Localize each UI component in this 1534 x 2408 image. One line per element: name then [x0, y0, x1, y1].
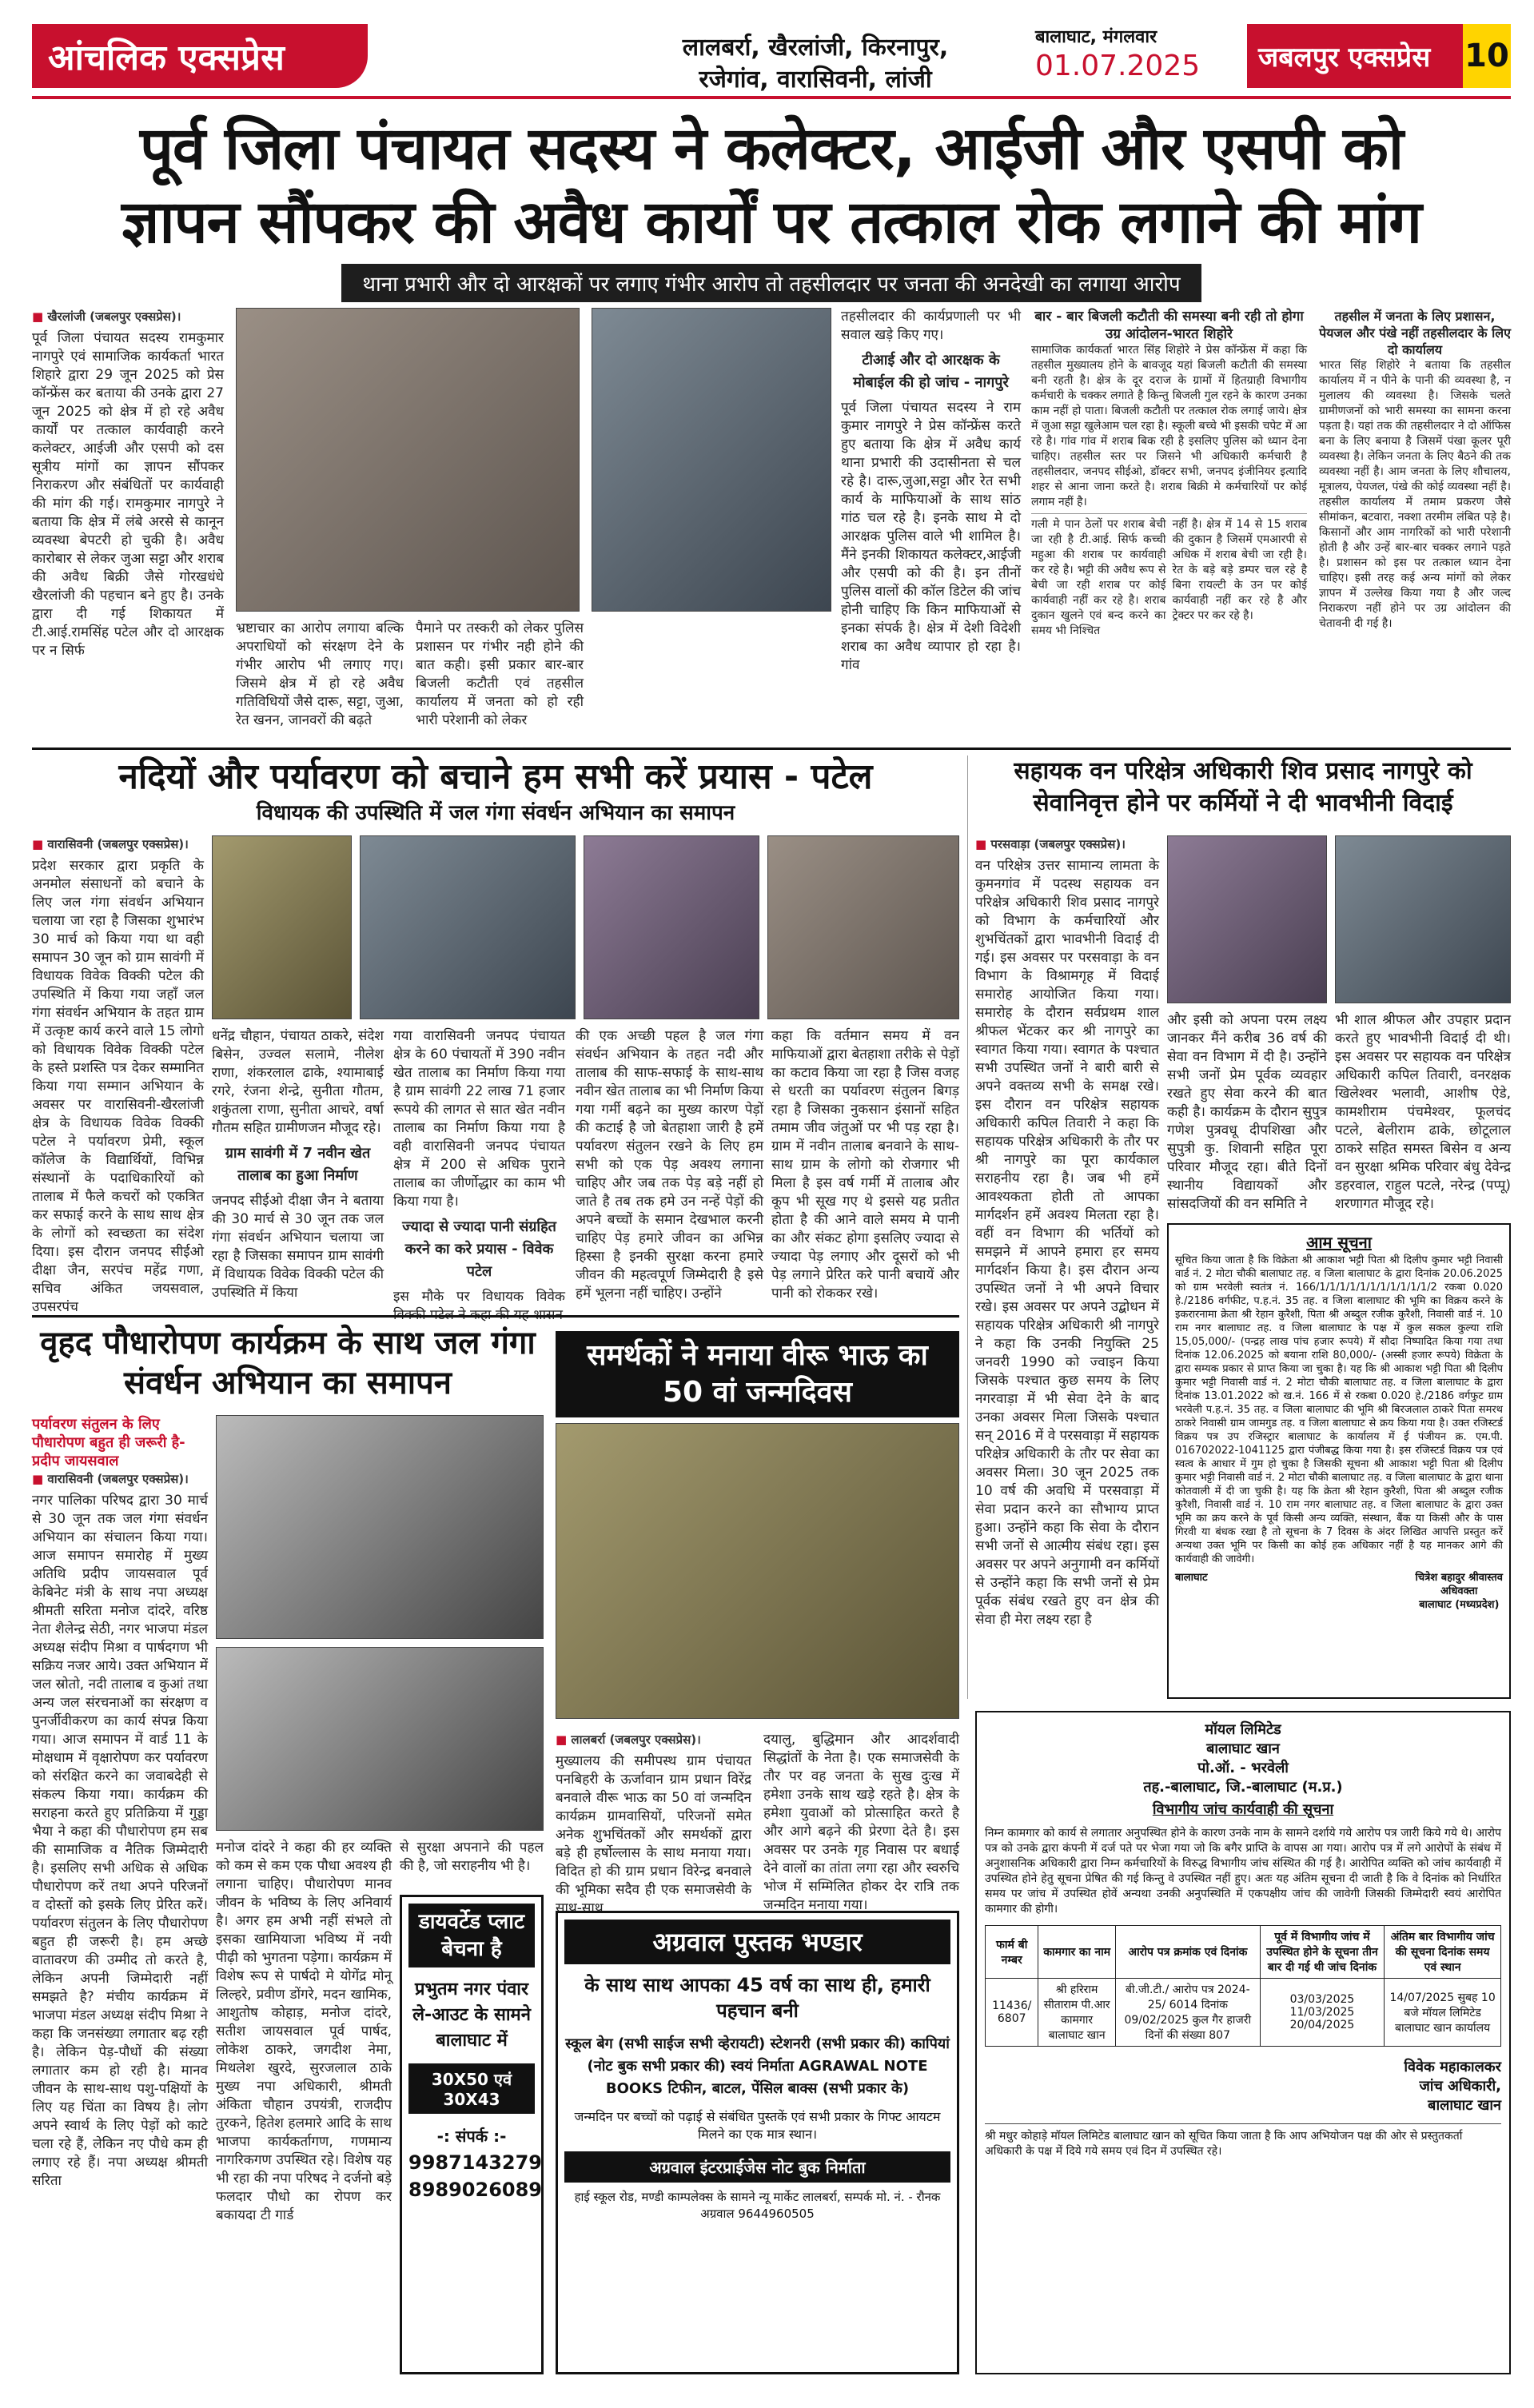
story2-column-1	[32, 835, 204, 1315]
issue-date: 01.07.2025	[1035, 50, 1201, 82]
lead-column-5b-text: गली मे पान ठेलों पर शराब बेची जा रही है टी.आई. सिर्फ कच्ची महुआ की शराब पर कार्यवाही कर रहे है। भट्टी की अवैध रूप से बेची जा रही शराब पर कोई कार्यवाही नहीं कर रहे है। शराब दुकान खुलने एवं बन्द करने का समय भी निश्चित	[1031, 518, 1166, 637]
bookstore-ad-note: जन्मदिन पर बच्चों को पढ़ाई से संबंधित पुस्तकें एवं सभी प्रकार के गिफ्ट आयटम मिलने का एक मात्र स्थान।	[574, 2109, 941, 2142]
story2-column-2b-text: जनपद सीईओ दीक्षा जैन ने बताया की 30 मार्च से 30 जून तक जल गंगा संवर्धन अभियान चलाया जा रहा है जिसका समापन ग्राम सावंगी में विधायक विवेक विक्की पटेल की उपस्थिति में किया	[212, 1193, 384, 1301]
public-notice-body: सूचित किया जाता है कि विक्रेता श्री आकाश भट्टी पिता श्री दिलीप कुमार भट्टी निवासी वार्ड नं. 2 मोटा चौकी बालाघाट तह. व जिला बालाघाट के द्वारा दिनांक 20.06.2025 को ग्राम भरवेली स्वतंत्र नं. 166/1/1/1/1/1/1/1/1/1/1/1/2 रकबा 0.020 हे./2186 वर्गफीट, प.ह.नं. 35 तह. व जिला बालाघाट की भूमि का विक्रय करने के इकरारनामा क्रेता श्री रेहान कुरैशी, पिता श्री अब्दुल रजीक कुरैशी, निवासी वार्ड नं. 10 राम नगर बालाघाट तह. व जिला बालाघाट के पक्ष में कुल सकल कुल्या राशि 15,05,000/- (पन्द्रह लाख पांच हजार रूपये) में सौदा निष्पादित किया गया तथा दिनांक 12.06.2025 को बयाना राशि 80,000/- (अस्सी हजार रूपये) विक्रेता के द्वारा सम्यक प्रकार से प्राप्त किया जा चुका है। यह कि श्री आकाश भट्टी पिता श्री दिलीप कुमार भट्टी निवासी वार्ड नं. 2 मोटा चौकी बालाघाट तह. व जिला बालाघाट के द्वारा दिनांक 13.01.2022 को ख.नं. 166 में से रकबा 0.020 हे./2186 वर्गफुट ग्राम भरवेली प.ह.नं. 35 तह. व जिला बालाघाट की भूमि श्री बिरजलाल ठाकरे पिता समरथ ठाकरे निवासी ग्राम जामगुड तह. व जिला बालाघाट से क्रय किया गया है। उक्त रजिस्टर्ड विक्रय पत्र उप रजिस्ट्रार बालाघाट के कार्यालय में ई पंजीयन क्र. एम.पी. 016702022-1041125 द्वारा पंजीबद्ध किया गया है। इस रजिस्टर्ड विक्रय पत्र एवं स्वत्व के आधार में गुम हो चुका है जिसकी सूचना श्री आकाश भट्टी पिता श्री दिलीप कुमार भट्टी निवासी वार्ड नं. 2 मोटा चौकी बालाघाट तह. व जिला बालाघाट के द्वारा थाना कोतवाली में दी जा चुकी है। यह कि क्रेता श्री रेहान कुरैशी, पिता श्री अब्दुल रजीक कुरैशी, निवासी वार्ड नं. 10 राम नगर बालाघाट तह. व जिला बालाघाट के द्वारा उक्त भूमि का क्रय करने के पूर्व किसी अन्य व्यक्ति, संस्थान, बैंक या किसी और के पास गिरवी या बंधक रखा है तो सूचना के 7 दिवस के अंदर लिखित आपत्ति प्रस्तुत करें अन्यथा उक्त भूमि पर किसी का कोई हक अधिकार नहीं है यह मानकर आगे की कार्यवाही की जावेगी।	[1175, 1254, 1503, 1565]
lead-column-4-text: पूर्व जिला पंचायत सदस्य ने राम कुमार नागपुरे ने प्रेस कॉन्फ्रेंस करते हुए बताया कि क्षेत्र में अवैध कार्य थाना प्रभारी की उदासीनता से चल रहे है। दारू,जुआ,सट्टा और रेत सभी कार्य के माफियाओं के साथ सांठ गांठ चल रहे है। इनके साथ मे दो आरक्षक पुलिस वाले भी शामिल है। मैंने इनकी शिकायत कलेक्टर,आईजी और एसपी को की है। इन तीनों पुलिस वालों की कॉल डिटेल की जांच होनी चाहिए कि किन माफियाओं से इनका संपर्क है। क्षेत्र में देशी विदेशी शराब का अवैध व्यापार हो रहा है। गांव	[841, 400, 1021, 673]
story4-column-3: से सुरक्षा अपनाने की पहल की है, जो सराहनीय भी है।	[400, 1840, 544, 1874]
story2-subhead: विधायक की उपस्थिति में जल गंगा संवर्धन अभियान का समापन	[256, 801, 735, 825]
page-number: 10	[1463, 24, 1511, 88]
lead-headline-line-1: पूर्व जिला पंचायत सदस्य ने कलेक्टर, आईजी और एसपी को	[140, 114, 1403, 183]
story3-photo-2	[1335, 835, 1511, 1003]
moil-notice-org-2: बालाघाट खान	[1206, 1740, 1280, 1757]
table-cell: 14/07/2025 सुबह 10 बजे मॉयल लिमिटेड बालाघाट खान कार्यालय	[1385, 1979, 1501, 2047]
story5-photo	[556, 1423, 959, 1719]
bookstore-ad-title: अग्रवाल पुस्तक भण्डार	[564, 1920, 950, 1964]
moil-notice-table-header	[986, 1926, 1501, 1979]
lead-photo-1	[236, 308, 580, 612]
places-list	[608, 32, 1023, 96]
plot-ad-title: डायवर्टेड प्लाट बेचना है	[408, 1904, 535, 1967]
lead-column-1-text: पूर्व जिला पंचायत सदस्य रामकुमार नागपुरे एवं सामाजिक कार्यकर्ता भारत शिहारे द्वारा 29 जून 2025 को प्रेस कॉन्फ्रेंस कर बताया की उनके द्वारा 27 जून 2025 को क्षेत्र में हो रहे अवैध कार्यों पर तत्काल कार्यवाही करने कलेक्टर, आईजी और एसपी को दस सूत्रीय मांगों का ज्ञापन सौंपकर निराकरण और संबंधितों पर कार्यवाही की मांग की गई। रामकुमार नागपुरे ने बताया कि क्षेत्र में लंबे अरसे से कानून व्यवस्था बेपटरी हो चुकी है। अवैध कारोबार से लेकर जुआ सट्टा और शराब की अवैध बिक्री जैसे गोरखधंधे खैरलांजी की पहचान बने हुए है। उनके द्वारा दी गई शिकायत में टी.आई.रामसिंह पटेल और दो आरक्षक पर न सिर्फ	[32, 330, 224, 659]
story4-photo-2	[216, 1647, 544, 1831]
story4-byline: ■ वारासिवनी (जबलपुर एक्सप्रेस)।	[32, 1470, 208, 1489]
moil-notice-signer: विवेक महाकालकर	[1404, 2059, 1501, 2075]
story2-photo-2	[360, 835, 576, 1019]
bookstore-ad	[556, 1911, 959, 2374]
section-banner	[32, 24, 368, 88]
lead-column-3: पैमाने पर तस्करी को लेकर पुलिस प्रशासन पर गंभीर नही होने की बात कही। इसी प्रकार बार-बार बिजली कटौती एवं तहसील कार्यालय में जनता को हो रही भारी परेशानी को लेकर	[416, 620, 584, 728]
story5-byline: ■ लालबर्रा (जबलपुर एक्सप्रेस)।	[556, 1731, 751, 1749]
public-notice	[1167, 1223, 1511, 1699]
story2-headline: नदियों और पर्यावरण को बचाने हम सभी करें प्रयास - पटेल	[118, 756, 873, 797]
table-cell: 11436/ 6807	[986, 1979, 1038, 2047]
story5-column-2: दयालु, बुद्धिमान और आदर्शवादी सिद्धांतों के नेता है। एक समाजसेवी के तौर पर वह जनता के सुख दुःख में हमेशा उनके साथ खड़े रहते है। क्षेत्र के हमेशा युवाओं को प्रोत्साहित करते है और आगे बढ़ने की प्रेरणा देते है। इस अवसर पर उनके गृह निवास पर बधाई देने वालों का तांता लगा रहा और स्वरुचि भोज में सम्मिलित होकर देर रात्रि तक जन्मदिन मनाया गया।	[763, 1732, 959, 1913]
lead-subhead-text: थाना प्रभारी और दो आरक्षकों पर लगाए गंभीर आरोप तो तहसीलदार पर जनता की अनदेखी का लगाया आरोप	[341, 264, 1201, 302]
lead-column-6-text: भारत सिंह शिहोरे ने बताया कि तहसील कार्यालय में न पीने के पानी की व्यवस्था है, न मुलालय की व्यवस्था है। जिसके चलते ग्रामीणजनों को भारी समस्या का सामना करना पड़ता है। यहां तक की तहसीलदार ने दो ऑफिस बना के लिए बनाया है जिसमें पंखा कूलर पूरी व्यवस्था है। लेकिन जनता के लिए बैठने की तक व्यवस्था नहीं है। आम जनता के लिए शौचालय, मूत्रालय, पेयजल, पंखे की कोई व्यवस्था नहीं है। तहसील कार्यालय में तमाम प्रकरण जैसे सीमांकन, बटवारा, नक्शा तरमीम लंबित पड़े है। किसानों और आम नागरिकों को भारी परेशानी होती है और उन्हें बार-बार चक्कर लगाने पड़ते है। प्रशासन को इस पर तत्काल ध्यान देना चाहिए। इसी तरह कई अन्य मांगों को लेकर ज्ञापन में उल्लेख किया गया है और जल्द निराकरण नहीं होने पर उग्र आंदोलन की चेतावनी दी गई है।	[1319, 359, 1511, 630]
lead-column-1	[32, 308, 224, 740]
story2-column-3-title: ज्यादा से ज्यादा पानी संग्रहित करने का करे प्रयास - विवेक पटेल	[402, 1218, 556, 1280]
lead-headline-line-2: ज्ञापन सौंपकर की अवैध कार्यों पर तत्काल रोक लगाने की मांग	[122, 188, 1421, 257]
dateline: बालाघाट, मंगलवार	[1035, 27, 1157, 47]
table-cell: 03/03/2025 11/03/2025 20/04/2025	[1260, 1979, 1384, 2047]
story4-column-1	[32, 1415, 208, 2374]
section-divider-2	[32, 1315, 959, 1318]
moil-notice	[975, 1711, 1511, 2374]
edition-banner	[1247, 24, 1487, 88]
lead-column-6-title: तहसील में जनता के लिए प्रशासन, पेयजल और पंखे नहीं तहसीलदार के लिए दो कार्यालय	[1319, 309, 1511, 357]
plot-ad-phone-2: 8989026089	[408, 2179, 542, 2201]
bookstore-ad-products: स्कूल बेग (सभी साईज सभी व्हेरायटी) स्टेशनरी (सभी प्रकार की) कापियां (नोट बुक सभी प्रकार की) स्वयं निर्माता AGRAWAL NOTE BOOKS टिफीन, बाटल, पेंसिल बाक्स (सभी प्रकार के)	[565, 2035, 950, 2097]
table-row	[986, 1979, 1501, 2047]
story3-headline: सहायक वन परिक्षेत्र अधिकारी शिव प्रसाद नागपुरे को सेवानिवृत्त होने पर कर्मियों ने दी भावभीनी विदाई	[1014, 757, 1472, 817]
story5-headline: समर्थकों ने मनाया वीरू भाऊ का 50 वां जन्मदिवस	[556, 1331, 959, 1417]
lead-column-6	[1319, 308, 1511, 740]
places-line-1: लालबर्रा, खैरलांजी, किरनापुर,	[682, 34, 949, 62]
public-notice-title: आम सूचना	[1306, 1233, 1372, 1252]
story4-column-1-text: नगर पालिका परिषद द्वारा 30 मार्च से 30 जून तक जल गंगा संवर्धन अभियान का संचालन किया गया। आज समापन समारोह में मुख्य अतिथि प्रदीप जायसवाल पूर्व केबिनेट मंत्री के साथ नपा अध्यक्ष श्रीमती सरिता मनोज दांदरे, वरिष्ठ नेता शैलेन्द्र सेठी, नगर भाजपा मंडल अध्यक्ष संदीप मिश्रा व पार्षदगण भी सक्रिय नजर आये। उक्त अभियान में जल स्रोतो, नदी तालाब व कुआं तथा अन्य जल संरचनाओं का संरक्षण व पुनर्जीवीकरण का कार्य संपन्न किया गया। आज समापन में वार्ड 11 के मोक्षधाम में वृक्षारोपण कर पर्यावरण को संरक्षित करने का जवाबदेही से संकल्प किया गया। कार्यक्रम की सराहना करते हुए प्रतिक्रिया में गुड्डा भैया ने कहा की पौधारोपण हम सब की सामाजिक व नैतिक जिम्मेदारी है। इसलिए सभी अधिक से अधिक पौधारोपण करें तथा अपने परिजनों व दोस्तों को इसके लिए प्रेरित करें। पर्यावरण संतुलन के लिए पौधारोपण बहुत ही जरूरी है। हम अच्छे वातावरण की उम्मीद तो करते है, लेकिन अपनी जिम्मेदारी नहीं समझते है? मंचीय कार्यक्रम में भाजपा मंडल अध्यक्ष संदीप मिश्रा ने कहा कि जनसंख्या लगातार बढ़ रही है। लेकिन पेड़-पौधों की संख्या लगातार कम हो रही है। मानव जीवन के साथ-साथ पशु-पक्षियों के लिए यह चिंता का विषय है। लोग अपने स्वार्थ के लिए पेड़ों को काटे चला रहे हैं, लेकिन नए पौधे कम ही लगाए रहे हैं। नपा अध्यक्ष श्रीमती सरिता	[32, 1493, 208, 2189]
moil-notice-signer-role: जांच अधिकारी,	[1419, 2078, 1501, 2095]
plot-ad-size: 30X50 एवं 30X43	[408, 2063, 535, 2114]
public-notice-footer: बालाघाट	[1175, 1572, 1208, 1584]
lead-column-2: भ्रष्टाचार का आरोप लगाया बल्कि अपराधियों को संरक्षण देने के गंभीर आरोप भी लगाए गए। जिसमे क्षेत्र में हो रहे अवैध गतिविधियों जैसे दारू, सट्टा, जुआ, रेत खनन, जानवरों की बढ़ते	[236, 620, 404, 728]
story5-column-1-text: मुख्यालय की समीपस्थ ग्राम पंचायत पनबिहरी के ऊर्जावान ग्राम प्रधान विरेंद्र बनवाले वीरू भाऊ का 50 वां जन्मदिन कार्यक्रम ग्रामवासियों, परिजनों समेत अनेक शुभचिंतकों और समर्थकों द्वारा बड़े ही हर्षोल्लास के साथ मनाया गया। विदित हो की ग्राम प्रधान विरेन्द्र बनवाले की भूमिका सदैव ही एक समाजसेवी के साथ-साथ	[556, 1753, 751, 1916]
edition-name: जबलपुर एक्सप्रेस	[1258, 42, 1431, 74]
story2-column-2	[212, 1027, 384, 1307]
public-notice-signer-place: बालाघाट (मध्यप्रदेश)	[1419, 1599, 1500, 1611]
story3-column-1-text: वन परिक्षेत्र उत्तर सामान्य लामता के कुमनगांव में पदस्थ सहायक वन परिक्षेत्र अधिकारी शिव प्रसाद नागपुरे को विभाग के कर्मचारियों और शुभचिंतकों द्वारा भावभीनी विदाई दी गई। इस अवसर पर परसवाड़ा के वन विभाग के विश्रामगृह में विदाई समारोह आयोजित किया गया। समारोह के दौरान सर्वप्रथम शाल श्रीफल भेंटकर कर श्री नागपुरे का स्वागत किया गया। स्वागत के पश्चात सभी उपस्थित जनों ने बारी बारी से अपने वक्तव्य सभी के समक्ष रखे। इस दौरान वन परिक्षेत्र सहायक अधिकारी कपिल तिवारी ने कहा कि सहायक परिक्षेत्र अधिकारी के तौर पर श्री नागपुरे का पूरा कार्यकाल सराहनीय रहा है। जब भी हमें आवश्यकता होती तो आपका मार्गदर्शन हमें अवश्य मिलता रहा है। वहीं वन विभाग की भर्तियों को समझने में आपने हमारा हर समय मार्गदर्शन किया है। इस दौरान अन्य उपस्थित जनों ने भी अपने विचार रखे। इस अवसर पर अपने उद्बोधन में सहायक परिक्षेत्र अधिकारी श्री नागपुरे ने कहा कि उनकी नियुक्ति 25 जनवरी 1990 को ज्वाइन किया जिसके पश्चात कुछ समय के लिए नगरवाड़ा में भी सेवा देने के बाद उनका अवसर मिला जिसके पश्चात सन् 2016 में वे परसवाड़ा में सहायक परिक्षेत्र अधिकारी के तौर पर सेवा का अवसर मिला। 30 जून 2025 तक 10 वर्ष की अवधि में परसवाड़ा में सेवा प्रदान करने का सौभाग्य प्राप्त हुआ। उन्होंने कहा कि सेवा के दौरान सभी जनों से आत्मीय संबंध रहा। इस अवसर पर अपने अनुगामी वन कर्मियों से उन्होंने कहा कि सभी जनों से प्रेम पूर्वक संबंध रखते हुए वन क्षेत्र की सेवा ही मेरा लक्ष्य रहा है	[975, 858, 1159, 1628]
story2-column-3b-text: इस मौके पर विधायक विवेक	[393, 1289, 565, 1305]
moil-notice-org-4: तह.-बालाघाट, जि.-बालाघाट (म.प्र.)	[1143, 1779, 1343, 1796]
lead-headline	[32, 112, 1511, 259]
public-notice-signer-role: अधिवक्ता	[1440, 1585, 1478, 1597]
story4-column-2: मनोज दांदरे ने कहा की हर व्यक्ति को कम से कम एक पौधा अवश्य ही लगाना चाहिए। पौधारोपण मानव जीवन के भविष्य के लिए अनिवार्य है। अगर हम अभी नहीं संभले तो इसका खामियाजा भविष्य में नयी पीढ़ी को भुगतना पड़ेगा। कार्यक्रम में विशेष रूप से पार्षदो मे योगेंद्र मोनू लिल्हरे, प्रवीण डोंगरे, मदन खामिक, आशुतोष कोहाड़, मनोज दांदरे, सतीश जायसवाल पूर्व पार्षद, लोकेश ठाकरे, जगदीश नेमा, मिथलेश खुरदे, सुरजलाल ठाके मुख्य नपा अधिकारी, श्रीमती अंकिता चौहान उपयंत्री, राजदीप तुरकने, हितेश हलमारे आदि के साथ भाजपा कार्यकर्तागण, गणमान्य नागरिकगण उपस्थित रहे। विशेष यह भी रहा की नपा परिषद ने दर्जनो बड़े फलदार पौधो का रोपण कर बकायदा टी गार्ड	[216, 1840, 392, 2223]
lead-subhead	[32, 264, 1511, 302]
moil-notice-table	[985, 1925, 1501, 2047]
table-header-cell: कामगार का नाम	[1038, 1926, 1116, 1979]
story2-photo-3	[584, 835, 759, 1019]
story3-byline: ■ परसवाड़ा (जबलपुर एक्सप्रेस)।	[975, 835, 1159, 854]
table-header-cell: पूर्व में विभागीय जांच में उपस्थित होने के सूचना तीन बार दी गई थी जांच दिनांक	[1260, 1926, 1384, 1979]
moil-notice-org-3: पो.ऑ. - भरवेली	[1197, 1760, 1289, 1776]
section-divider-1	[32, 748, 1511, 750]
table-header-cell: अंतिम बार विभागीय जांच की सूचना दिनांक समय एवं स्थान	[1385, 1926, 1501, 1979]
lead-column-5	[1031, 308, 1307, 740]
lead-byline: ■ खैरलांजी (जबलपुर एक्सप्रेस)।	[32, 308, 224, 326]
public-notice-signer: चित्रेश बहादुर श्रीवास्तव	[1415, 1572, 1503, 1584]
section-title: आंचलिक एक्सप्रेस	[48, 38, 285, 78]
bookstore-ad-address: हाई स्कूल रोड, मण्डी काम्पलेक्स के सामने न्यू मार्केट लालबर्रा, सम्पर्क मो. नं. - रौनक अग्रवाल 9644960505	[574, 2190, 941, 2221]
table-cell: श्री हरिराम सीताराम पी.आर कामगार बालाघाट खान	[1038, 1979, 1116, 2047]
moil-notice-title: विभागीय जांच कार्यवाही की सूचना	[1152, 1801, 1334, 1818]
story2-column-2-title: ग्राम सावंगी में 7 नवीन खेत तालाब का हुआ निर्माण	[225, 1145, 371, 1184]
plot-ad-phone-1: 9987143279	[408, 2151, 542, 2174]
lead-column-5c-text: नहीं है। क्षेत्र में 14 से 15 शराब की दुकान है जिसमें एमआरपी से अधिक में शराब बेची जा रही है। रेत के बड़े बड़े डम्पर चल रहे है बिना रायल्टी के उन पर कोई कार्यवाही नहीं कर रहे है और ट्रेक्टर पर कर रहे है।	[1172, 518, 1307, 622]
lead-column-4-intro: तहसीलदार की कार्यप्रणाली पर भी सवाल खड़े किए गए।	[841, 309, 1021, 343]
lead-column-4-title: टीआई और दो आरक्षक के मोबाईल की हो जांच - नागपुरे	[853, 352, 1009, 391]
moil-notice-org-1: मॉयल लिमिटेड	[1205, 1721, 1281, 1738]
story3-column-2: और इसी को अपना परम लक्ष्य जानकर मैंने करीब 36 वर्ष की सेवा वन विभाग में दी है। उन्होंने सभी जनों प्रेम पूर्वक व्यवहार रखते हुए सेवा करने की बात कही है। कार्यक्रम के दौरान सुपुत्र गणेश पुत्रवधू दीपशिखा और सुपुत्री कु. शिवानी सहित पूरा परिवार मौजूद रहा। बीते दिनों स्थानीय विद्यायकों और सांसदजियों की वन समिति ने	[1167, 1012, 1327, 1212]
story4-photo-1	[216, 1415, 544, 1639]
story2-column-1-text: प्रदेश सरकार द्वारा प्रकृति के अनमोल संसाधनों को बचाने के लिए जल गंगा संवर्धन अभियान चलाया जा रहा है जिसका शुभारंभ 30 मार्च को किया गया था वही समापन 30 जून को ग्राम सावंगी में विधायक विवेक विक्की पटेल की उपस्थिति में किया गया जहाँ जल गंगा संवर्धन अभियान के तहत ग्राम में उत्कृष्ट कार्य करने वाले 15 लोगो को विधायक विवेक विक्की पटेल के हस्ते प्रशस्ति पत्र देकर सम्मानित किया गया सम्मान अभियान के अवसर पर वारासिवनी-खैरलांजी क्षेत्र के विधायक विवेक विक्की पटेल ने पर्यावरण प्रेमी, स्कूल कॉलेज के विद्यार्थियों, विभिन्न संस्थानों के पदाधिकारियों को तालाब में फैले कचरों को एकत्रित कर सफाई करने के साथ साथ क्षेत्र के लोगों को स्वच्छता का संदेश दिया। इस दौरान जनपद सीईओ दीक्षा जैन, सरपंच महेंद्र गणा, सचिव अंकित जयसवाल, उपसरपंच	[32, 858, 204, 1315]
masthead-rule	[32, 96, 1511, 99]
story4-side-title: पर्यावरण संतुलन के लिए पौधारोपण बहुत ही जरूरी है-प्रदीप जायसवाल	[32, 1416, 185, 1469]
moil-notice-body: निम्न कामगार को कार्य से लगातार अनुपस्थित होने के कारण उनके नाम के सामने दर्शाये गये आरोप पत्र जारी किये गये थे। आरोप पत्र को उनके द्वारा कंपनी में दर्ज पते पर भेजा गया जो कि बगैर प्राप्ति के वापस आ गया। आरोप पत्र में लगे आरोपों के संबंध में अनुशासनिक अधिकारी द्वारा निम्न कर्मचारियों के विरुद्ध विभागीय जांच संस्थित की गई है। आरोपित व्यक्ति को जांच कार्यवाही में उपस्थित होने हेतु सूचना प्रेषित की गई किन्तु वे उपस्थित नहीं हुए। अतः यह अंतिम सूचना दी जाती है कि वे दिनांक को निर्धारित समय पर जांच में उपस्थित होवें अन्यथा उनकी अनुपस्थिति में एकपक्षीय जांच की जावेगी जिसकी जिम्मेदारी स्वयं आरोपित कामगार की होगी।	[985, 1827, 1501, 1916]
story2-column-3-text: गया वारासिवनी जनपद पंचायत क्षेत्र के 60 पंचायतों में 390 नवीन खेत तालाब का निर्माण किया गया है ग्राम सावंगी 22 लाख 71 हजार रूपये की लागत से सात खेत नवीन तालाब का निर्माण किया गया है वही वारासिवनी जनपद पंचायत क्षेत्र में 200 से अधिक पुराने तालाब का जीर्णोद्धार का काम भी किया गया है।	[393, 1028, 565, 1210]
bookstore-ad-maker: अग्रवाल इंटरप्राईजेस नोट बुक निर्माता	[564, 2151, 950, 2183]
story2-column-5: कहा कि वर्तमान समय में वन माफियाओं द्वारा बेतहाशा तरीके से पेड़ों का कटाव किया जा रहा है जिस वजह से धरती का पर्यावरण संतुलन बिगड़ रहा है जिसका नुकसान इंसानों सहित तमाम जीव जंतुओं पर भी पड़ रहा है। ग्राम में नवीन तालाब बनवाने के साथ-साथ ग्राम के लोगो को रोजगार भी मिला है इस वर्ष गर्मी में तालाब और कूप भी सूख गए थे इससे यह प्रतीत होता है की आने वाले समय मे पानी का और संकट होगा इसलिए ज्यादा से ज्यादा पेड़ लगाए और दूसरों को भी पेड़ लगाने प्रेरित करे पानी बचायें और पानी को रोककर रखे।	[771, 1028, 959, 1302]
places-line-2: रजेगांव, वारासिवनी, लांजी	[699, 66, 932, 94]
story2-column-4: की एक अच्छी पहल है जल गंगा संवर्धन अभियान के तहत नदी और तालाब की साफ-सफाई के साथ-साथ नवीन खेत तालाब का भी निर्माण किया गया गर्मी बढ़ने का मुख्य कारण पेड़ों की कटाई है जो बेतहाशा जारी है हमें पर्यावरण संतुलन रखने के लिए हम सभी को एक पेड़ अवश्य लगाना चाहिए और जब तक पेड़ बड़े नहीं हो जाते है तब तक हमे उन नन्हें पेड़ों की अपने बच्चों के समान देखभाल करनी चाहिए पेड़ हमारे जीवन का अभिन्न हिस्सा है इनकी सुरक्षा करना हमारे जीवन की महत्वपूर्ण जिम्मेदारी है इसे हमें भूलना नहीं चाहिए। उन्होंने	[576, 1028, 763, 1302]
table-header-cell: फार्म बी नम्बर	[986, 1926, 1038, 1979]
story2-column-3	[393, 1027, 565, 1307]
plot-ad-contact-label: -: संपर्क :-	[436, 2127, 507, 2146]
table-cell: बी.जी.टी./ आरोप पत्र 2024-25/ 6014 दिनांक 09/02/2025 कुल गैर हाजरी दिनों की संख्या 807	[1115, 1979, 1260, 2047]
moil-notice-footnote: श्री मधुर कोहाड़े मॉयल लिमिटेड बालाघाट खान को सूचित किया जाता है कि आप अभियोजन पक्ष की ओर से प्रस्तुतकर्ता अधिकारी के पक्ष में दिये गये समय एवं दिन में उपस्थित रहे।	[985, 2123, 1501, 2159]
bookstore-ad-tagline: के साथ साथ आपका 45 वर्ष का साथ ही, हमारी पहचान बनी	[584, 1974, 930, 2022]
story2-byline: ■ वारासिवनी (जबलपुर एक्सप्रेस)।	[32, 835, 204, 854]
story2-photo-4	[767, 835, 959, 1019]
table-header-cell: आरोप पत्र क्रमांक एवं दिनांक	[1115, 1926, 1260, 1979]
lead-column-5-title: बार - बार बिजली कटौती की समस्या बनी रही तो होगा उग्र आंदोलन-भारत शिहोरे	[1034, 309, 1304, 342]
story3-photo-1	[1167, 835, 1327, 1003]
story4-headline: वृहद पौधारोपण कार्यक्रम के साथ जल गंगा संवर्धन अभियान का समापन	[40, 1325, 536, 1401]
story2-photo-1	[212, 835, 352, 1019]
lead-column-4-end	[596, 620, 779, 740]
column-divider	[967, 755, 968, 1699]
story3-column-3: भी शाल श्रीफल और उपहार प्रदान करते हुए भावभीनी विदाई दी थी। इस अवसर पर सहायक वन परिक्षेत्र अधिकारी कपिल तिवारी, वनरक्षक खिलेश्वर भलावी, आशीष ऐडे, कामशीराम पंचमेश्वर, फूलचंद पटले, बेलीराम ढाके, छोटूलाल ठाकरे सहित समस्त बिसेन व अन्य वन सुरक्षा श्रमिक परिवार बंधु देवेन्द्र डहरवाल, राहुल पटले, नरेन्द्र (पप्पू) शरणागत मौजूद रहे।	[1335, 1012, 1511, 1212]
moil-notice-signer-place: बालाघाट खान	[1428, 2097, 1501, 2114]
plot-ad	[400, 1895, 544, 2374]
plot-ad-body: प्रभुतम नगर पंवार ले-आउट के सामने बालाघाट में	[412, 1979, 531, 2051]
story2-column-2-text: धनेंद्र चौहान, पंचायत ठाकरे, संदेश बिसेन, उज्वल सलामे, नीलेश राणा, शंकरलाल ढाके, श्यामाबाई रगरे, रंजना शेन्द्रे, सुनीता गौतम, शकुंतला राणा, सुनीता आचरे, वर्षा गौतम सहित ग्रामीणजन मौजूद रहे।	[212, 1028, 384, 1136]
lead-column-4b	[841, 308, 1021, 740]
lead-column-5-text: सामाजिक कार्यकर्ता भारत सिंह शिहोरे ने प्रेस कॉन्फ्रेंस में कहा कि तहसील मुख्यालय होने के बावजूद यहां बिजली कटौती की समस्या बनी रहती है। क्षेत्र के दूर दराज के ग्रामों में हितग्राही विभागीय कर्मचारी के चक्कर लगाते है किन्तु बिजली गुल रहने के कारण उनका काम नहीं हो पाता। बिजली कटौती पर तत्काल रोक लगाई जाये। क्षेत्र में जुआ सट्टा खुलेआम चल रहा है। स्कूली बच्चे भी इसकी चपेट में आ रहे है। गांव गांव में शराब बिक रही है इसलिए पुलिस को ध्यान देना चाहिए। तहसील स्तर पर जिसने भी अधिकारी कर्मचारी है तहसीलदार, जनपद सीईओ, डॉक्टर सभी, जनपद इंजीनियर इत्यादि शहर से आना जाना करते है। शराब बिक्री मे कर्मचारियों पर कोई लगाम नहीं है।	[1031, 343, 1307, 514]
story5-column-1	[556, 1731, 751, 1916]
story3-column-1	[975, 835, 1159, 1699]
